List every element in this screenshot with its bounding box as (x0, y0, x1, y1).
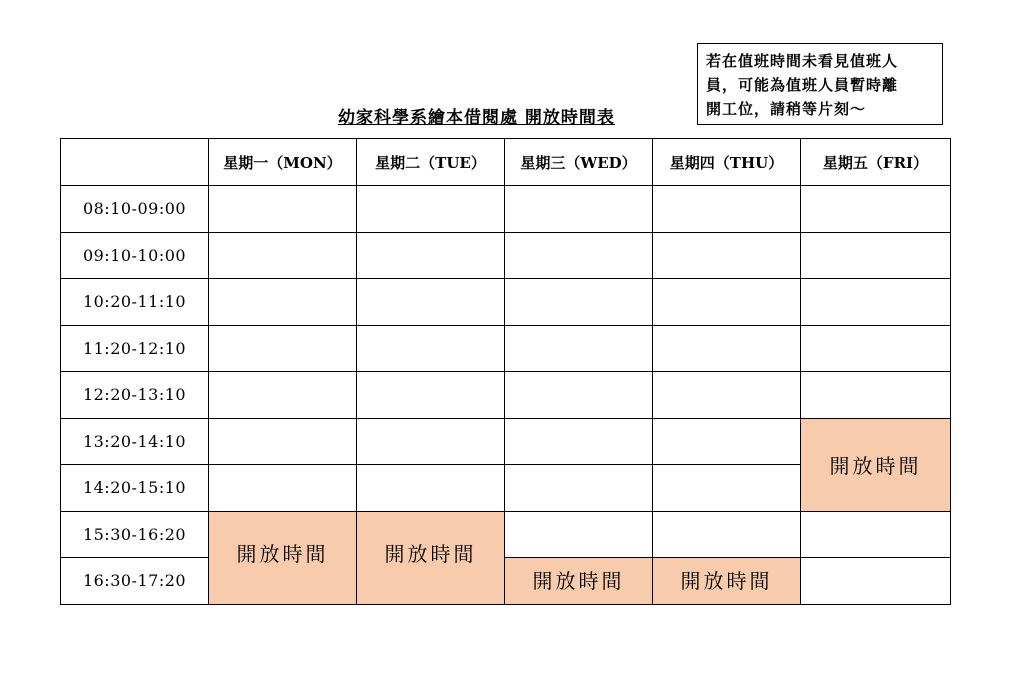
slot-cell (801, 186, 951, 233)
slot-cell (209, 186, 357, 233)
slot-cell (505, 418, 653, 465)
slot-cell (505, 372, 653, 419)
slot-cell (653, 279, 801, 326)
slot-cell (209, 279, 357, 326)
slot-cell (653, 186, 801, 233)
schedule-table (60, 138, 951, 605)
time-slot-label: 14:20-15:10 (61, 465, 209, 512)
open-hours-wed: 開放時間 (505, 558, 653, 605)
open-hours-tue: 開放時間 (357, 511, 505, 604)
slot-cell (801, 558, 951, 605)
time-slot-label: 09:10-10:00 (61, 232, 209, 279)
slot-cell (801, 372, 951, 419)
slot-cell (505, 465, 653, 512)
table-row (61, 511, 951, 558)
slot-cell (505, 325, 653, 372)
table-row (61, 232, 951, 279)
page-title: 幼家科學系繪本借閱處 開放時間表 (338, 108, 615, 128)
slot-cell (653, 232, 801, 279)
table-row (61, 558, 951, 605)
table-row (61, 325, 951, 372)
corner-cell (61, 139, 209, 186)
slot-cell (801, 511, 951, 558)
day-header-wed: 星期三（WED） (505, 139, 653, 186)
slot-cell (505, 186, 653, 233)
notice-box (697, 43, 943, 125)
slot-cell (209, 418, 357, 465)
time-slot-label: 12:20-13:10 (61, 372, 209, 419)
time-slot-label: 13:20-14:10 (61, 418, 209, 465)
slot-cell (801, 232, 951, 279)
day-header-tue: 星期二（TUE） (357, 139, 505, 186)
open-hours-mon: 開放時間 (209, 511, 357, 604)
slot-cell (357, 325, 505, 372)
slot-cell (357, 186, 505, 233)
slot-cell (357, 465, 505, 512)
table-row (61, 186, 951, 233)
time-slot-label: 16:30-17:20 (61, 558, 209, 605)
slot-cell (653, 511, 801, 558)
slot-cell (505, 511, 653, 558)
slot-cell (653, 325, 801, 372)
time-slot-label: 15:30-16:20 (61, 511, 209, 558)
time-slot-label: 11:20-12:10 (61, 325, 209, 372)
time-slot-label: 08:10-09:00 (61, 186, 209, 233)
time-slot-label: 10:20-11:10 (61, 279, 209, 326)
day-header-thu: 星期四（THU） (653, 139, 801, 186)
table-row (61, 418, 951, 465)
slot-cell (653, 418, 801, 465)
slot-cell (357, 279, 505, 326)
notice-line-2: 員，可能為值班人員暫時離 (706, 76, 899, 94)
day-header-fri: 星期五（FRI） (801, 139, 951, 186)
slot-cell (801, 279, 951, 326)
table-row (61, 372, 951, 419)
slot-cell (505, 232, 653, 279)
slot-cell (653, 372, 801, 419)
slot-cell (209, 465, 357, 512)
slot-cell (357, 372, 505, 419)
slot-cell (209, 232, 357, 279)
slot-cell (357, 418, 505, 465)
slot-cell (505, 279, 653, 326)
open-hours-thu: 開放時間 (653, 558, 801, 605)
open-hours-fri: 開放時間 (801, 418, 951, 511)
slot-cell (357, 232, 505, 279)
slot-cell (209, 372, 357, 419)
slot-cell (653, 465, 801, 512)
slot-cell (801, 325, 951, 372)
table-row (61, 279, 951, 326)
notice-line-3: 開工位，請稍等片刻～ (706, 100, 867, 118)
notice-line-1: 若在值班時間未看見值班人 (706, 52, 899, 70)
header-row (61, 139, 951, 186)
slot-cell (209, 325, 357, 372)
day-header-mon: 星期一（MON） (209, 139, 357, 186)
